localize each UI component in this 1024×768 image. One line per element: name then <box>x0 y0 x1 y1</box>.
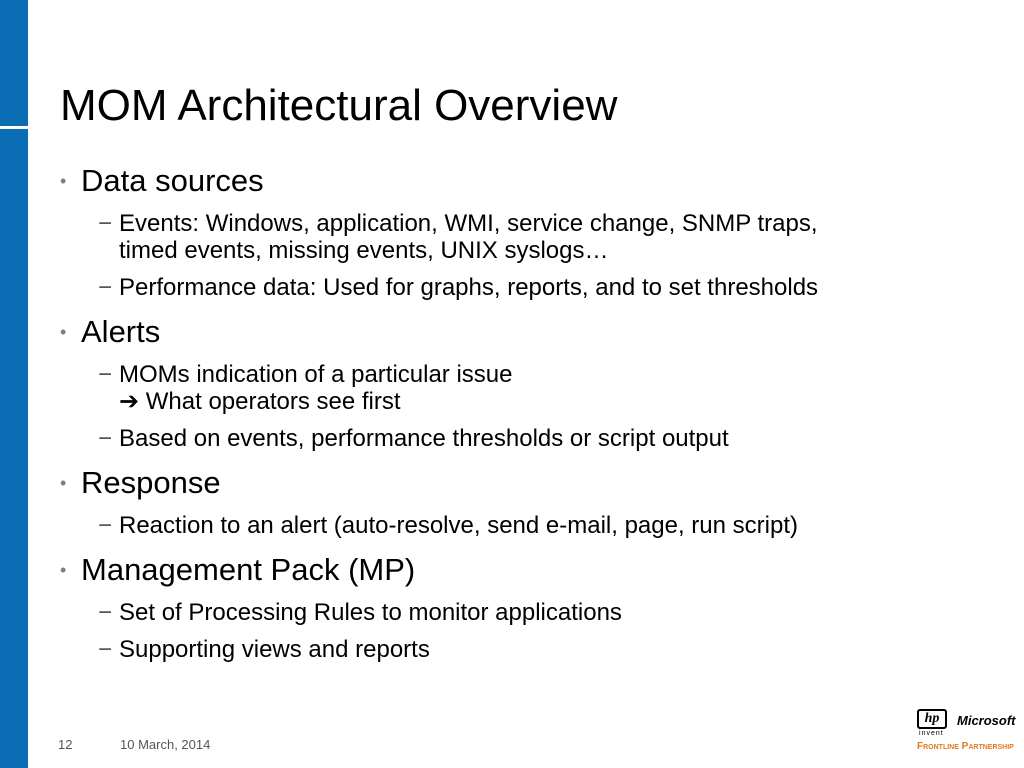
bullet-text: Management Pack (MP) <box>81 552 416 587</box>
sub-bullet-item <box>60 274 1000 301</box>
sub-bullet-item <box>60 210 1000 264</box>
bullet-item <box>60 313 1000 351</box>
dash-icon: − <box>98 512 113 539</box>
dash-icon: − <box>98 274 113 301</box>
partner-logos <box>915 707 1019 757</box>
bullet-item <box>60 464 1000 502</box>
dash-icon: − <box>98 210 113 237</box>
hp-tagline: invent <box>919 730 944 737</box>
dash-icon: − <box>98 425 113 452</box>
dash-icon: − <box>98 361 113 388</box>
sub-bullet-item <box>60 512 1000 539</box>
microsoft-logo: Microsoft <box>957 713 1016 728</box>
sub-bullet-line: Based on events, performance thresholds or script output <box>119 425 729 452</box>
bullet-text: Alerts <box>81 314 161 349</box>
sub-bullet-line: Supporting views and reports <box>119 636 430 663</box>
sub-bullet-line: Performance data: Used for graphs, reports, and to set thresholds <box>119 274 819 301</box>
sub-bullet-item <box>60 361 1000 415</box>
sub-bullet-line: ➔ What operators see first <box>119 388 401 415</box>
slide-content <box>60 162 1000 663</box>
slide-title: MOM Architectural Overview <box>60 81 618 130</box>
slide-date: 10 March, 2014 <box>120 737 211 752</box>
sub-bullet-line: Events: Windows, application, WMI, service change, SNMP traps, <box>119 210 818 237</box>
sub-bullet-line: Set of Processing Rules to monitor applications <box>119 599 622 626</box>
bullet-dot-icon: • <box>60 322 67 342</box>
page-number: 12 <box>58 737 73 752</box>
dash-icon: − <box>98 636 113 663</box>
bullet-dot-icon: • <box>60 473 67 493</box>
dash-icon: − <box>98 599 113 626</box>
bullet-item <box>60 162 1000 200</box>
sub-bullet-item <box>60 599 1000 626</box>
bullet-item <box>60 551 1000 589</box>
sub-bullet-item <box>60 425 1000 452</box>
bullet-text: Response <box>81 465 221 500</box>
bullet-dot-icon: • <box>60 171 67 191</box>
partnership-label: Frontline Partnership <box>917 741 1014 752</box>
sub-bullet-line: timed events, missing events, UNIX syslogs… <box>119 237 609 264</box>
sidebar-accent-bar <box>0 0 28 768</box>
sub-bullet-line: MOMs indication of a particular issue <box>119 361 513 388</box>
sidebar-notch <box>0 126 28 129</box>
sub-bullet-line: Reaction to an alert (auto-resolve, send e-mail, page, run script) <box>119 512 798 539</box>
sub-bullet-item <box>60 636 1000 663</box>
hp-logo: hp <box>917 709 947 729</box>
bullet-dot-icon: • <box>60 560 67 580</box>
bullet-text: Data sources <box>81 163 264 198</box>
